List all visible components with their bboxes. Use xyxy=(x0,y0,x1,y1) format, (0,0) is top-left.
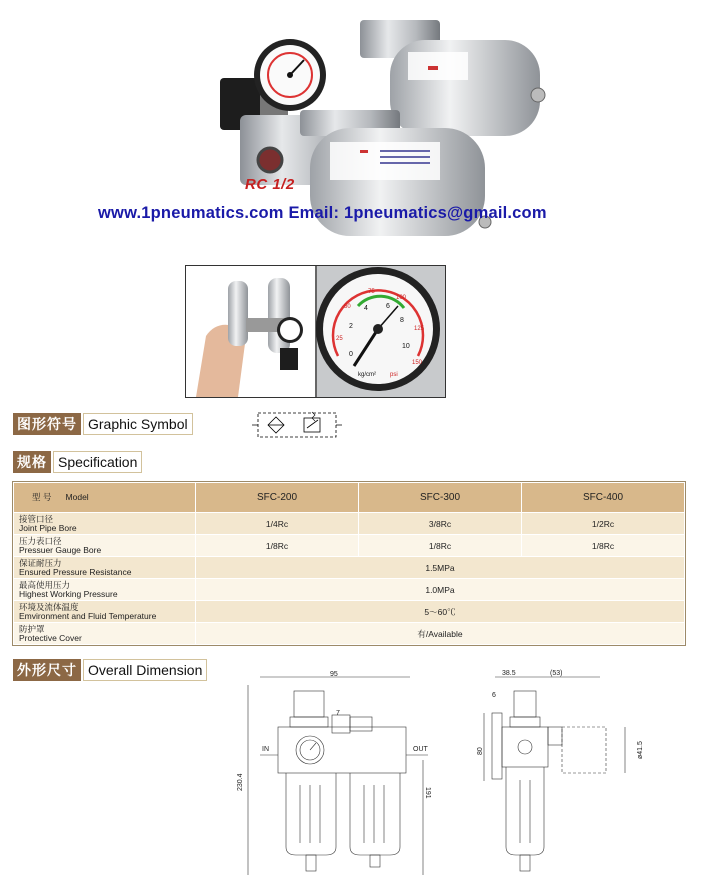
row-label-cn: 最高使用压力 xyxy=(19,579,71,590)
table-cell: 5～60℃ xyxy=(196,601,685,623)
gauge-tick: 10 xyxy=(402,343,410,350)
header-label-en: Model xyxy=(65,492,89,502)
specification-header xyxy=(13,451,142,473)
gauge-psi-tick: 100 xyxy=(396,295,407,301)
row-label xyxy=(14,513,196,535)
section-title-en: Specification xyxy=(53,451,142,473)
dim-gauge-dia: ø41.5 xyxy=(637,741,644,759)
gauge-psi-tick: 75 xyxy=(368,289,375,295)
table-cell: 3/8Rc xyxy=(359,513,522,535)
port-size-label: RC 1/2 xyxy=(245,176,295,193)
table-cell: 1/4Rc xyxy=(196,513,359,535)
section-title-en: Overall Dimension xyxy=(83,659,207,681)
table-cell: 1/8Rc xyxy=(196,535,359,557)
gauge-tick: 0 xyxy=(349,351,353,358)
row-label-en: Protective Cover xyxy=(19,632,82,643)
row-label-en: Highest Working Pressure xyxy=(19,588,118,599)
dim-out-label: OUT xyxy=(413,746,428,753)
row-label-en: Pressuer Gauge Bore xyxy=(19,544,102,555)
overall-dimension-header xyxy=(13,659,207,681)
gauge-psi-tick: 25 xyxy=(336,336,343,342)
graphic-symbol xyxy=(252,410,342,440)
row-label-en: Joint Pipe Bore xyxy=(19,522,77,533)
gauge-tick: 6 xyxy=(386,303,390,310)
table-header-row xyxy=(14,483,685,513)
row-label-cn: 防护罩 xyxy=(19,623,45,634)
row-label xyxy=(14,535,196,557)
model-cell: SFC-300 xyxy=(359,483,522,513)
table-row xyxy=(14,601,685,623)
model-cell: SFC-400 xyxy=(522,483,685,513)
gauge-unit-psi: psi xyxy=(390,372,398,378)
row-label-en: Ensured Pressure Resistance xyxy=(19,566,132,577)
row-label xyxy=(14,623,196,645)
section-title-cn: 规格 xyxy=(13,451,51,473)
gauge-psi-tick: 50 xyxy=(344,304,351,310)
header-label xyxy=(14,483,196,513)
gauge-tick: 2 xyxy=(349,323,353,330)
gauge-tick: 8 xyxy=(400,317,404,324)
row-label-en: Emvironment and Fluid Temperature xyxy=(19,610,157,621)
product-photos xyxy=(186,266,445,397)
section-title-cn: 图形符号 xyxy=(13,413,81,435)
graphic-symbol-header xyxy=(13,413,193,435)
dim-bowl-height: 191 xyxy=(424,787,431,799)
row-label-cn: 接管口径 xyxy=(19,513,54,524)
model-cell: SFC-200 xyxy=(196,483,359,513)
table-row xyxy=(14,623,685,645)
header-label-cn: 型 号 xyxy=(32,492,52,502)
dim-small: 7 xyxy=(336,710,340,717)
row-label xyxy=(14,601,196,623)
row-label xyxy=(14,579,196,601)
table-row xyxy=(14,579,685,601)
dimension-drawing xyxy=(230,665,670,887)
row-label xyxy=(14,557,196,579)
table-cell: 有/Available xyxy=(196,623,685,645)
row-label-cn: 环境及流体温度 xyxy=(19,601,79,612)
dim-width: 95 xyxy=(330,671,338,678)
dim-side-offset: 6 xyxy=(492,692,496,699)
photo-strip xyxy=(185,265,446,398)
table-cell: 1.0MPa xyxy=(196,579,685,601)
table-row xyxy=(14,535,685,557)
table-row xyxy=(14,557,685,579)
row-label-cn: 压力表口径 xyxy=(19,535,62,546)
gauge-tick: 4 xyxy=(364,305,368,312)
table-cell: 1/8Rc xyxy=(359,535,522,557)
section-title-en: Graphic Symbol xyxy=(83,413,193,435)
spec-table xyxy=(13,482,685,645)
gauge-psi-tick: 150 xyxy=(412,360,423,366)
dim-side-width: 38.5 xyxy=(502,670,516,677)
dim-in-label: IN xyxy=(262,746,269,753)
table-cell: 1.5MPa xyxy=(196,557,685,579)
table-cell: 1/8Rc xyxy=(522,535,685,557)
dim-side-height: 80 xyxy=(477,747,484,755)
row-label-cn: 保证耐压力 xyxy=(19,557,62,568)
gauge-unit-kg: kg/cm² xyxy=(358,372,376,378)
dim-side-bracket: (53) xyxy=(550,670,563,677)
table-row xyxy=(14,513,685,535)
contact-banner: www.1pneumatics.com Email: 1pneumatics@gmail.com xyxy=(98,204,547,222)
gauge-psi-tick: 125 xyxy=(414,326,425,332)
table-cell: 1/2Rc xyxy=(522,513,685,535)
section-title-cn: 外形尺寸 xyxy=(13,659,81,681)
dim-total-height: 230.4 xyxy=(237,773,244,791)
